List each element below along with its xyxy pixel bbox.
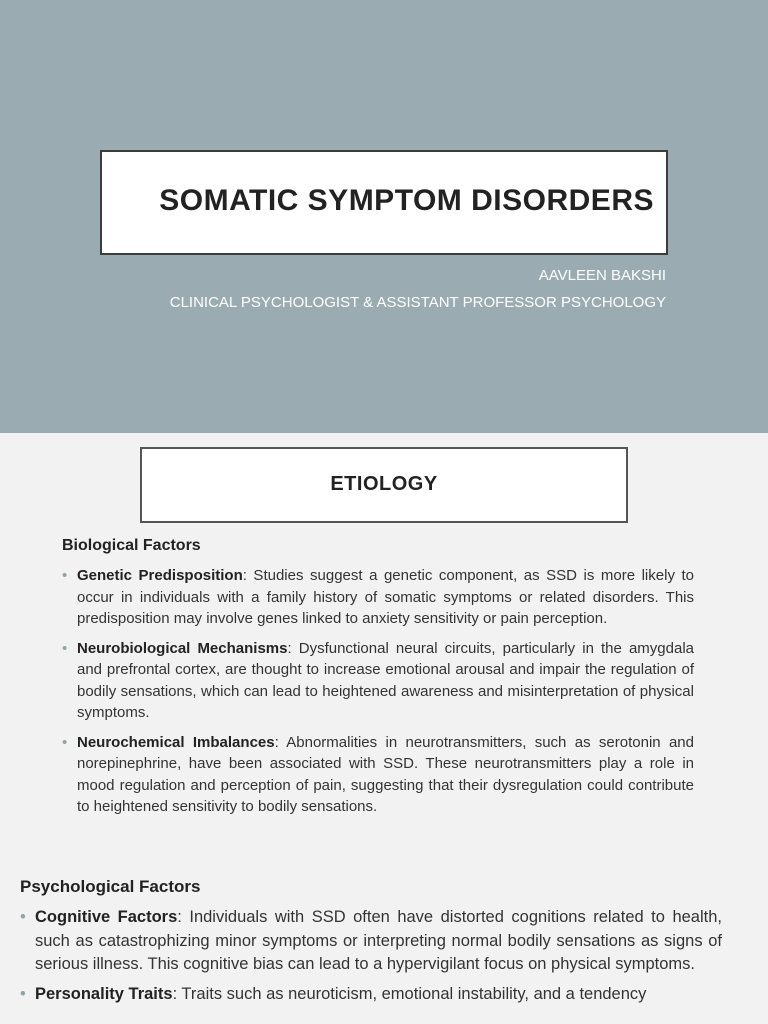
- factor-description: : Individuals with SSD often have distorted cognitions related to health, such as catastrophizing minor symptoms or interpreting normal bodily sensations as signs of serious illness. This cognitive bias can lead to a hypervigilant focus on physical symptoms.: [35, 908, 722, 973]
- title-slide: [0, 0, 768, 433]
- factor-description: : Dysfunctional neural circuits, particularly in the amygdala and prefrontal cortex, are thought to increase emotional arousal and impair the regulation of bodily sensations, which can lead to heightened awareness and misinterpretation of physical symptoms.: [77, 639, 695, 721]
- list-item: [20, 906, 722, 977]
- title-box: [100, 150, 668, 255]
- etiology-slide: [0, 433, 768, 1024]
- author-role: CLINICAL PSYCHOLOGIST & ASSISTANT PROFESSOR PSYCHOLOGY: [169, 294, 666, 311]
- biological-factors-heading: Biological Factors: [62, 537, 201, 554]
- factor-term: Neurobiological Mechanisms: [77, 639, 288, 657]
- factor-term: Neurochemical Imbalances: [77, 733, 275, 751]
- psychological-factors-heading: Psychological Factors: [20, 877, 201, 896]
- list-item: [62, 565, 694, 630]
- factor-description: : Studies suggest a genetic component, as SSD is more likely to occur in individuals with a family history of somatic symptoms or related disorders. This predisposition may involve genes linked to anxiety sensitivity or pain perception.: [77, 567, 694, 627]
- list-item: [20, 983, 722, 1007]
- author-name: AAVLEEN BAKSHI: [538, 267, 666, 284]
- bullet-icon: •: [62, 567, 68, 584]
- list-item: [62, 638, 694, 724]
- bullet-icon: •: [62, 733, 68, 751]
- factor-term: Personality Traits: [35, 984, 173, 1003]
- factor-description: : Traits such as neuroticism, emotional instability, and a tendency: [172, 984, 647, 1003]
- etiology-heading: ETIOLOGY: [330, 473, 438, 495]
- factor-term: Cognitive Factors: [35, 908, 178, 926]
- etiology-heading-box: [140, 447, 628, 523]
- list-item: [62, 732, 694, 818]
- bullet-icon: •: [20, 908, 26, 926]
- presentation-title: SOMATIC SYMPTOM DISORDERS: [159, 184, 654, 217]
- bullet-icon: •: [20, 984, 26, 1003]
- psychological-factors-list: [20, 906, 722, 1012]
- bullet-icon: •: [62, 639, 68, 657]
- factor-description: : Abnormalities in neurotransmitters, such as serotonin and norepinephrine, have been associated with SSD. These neurotransmitters play a role in mood regulation and perception of pain, suggesting that their dysregulation could contribute to heightened sensitivity to bodily sensations.: [77, 733, 694, 815]
- factor-term: Genetic Predisposition: [77, 567, 243, 584]
- biological-factors-list: [62, 565, 694, 826]
